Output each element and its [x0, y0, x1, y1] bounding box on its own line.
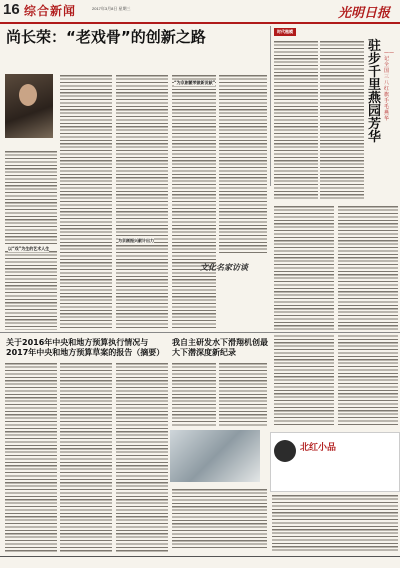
text-column [5, 250, 57, 330]
text-column [274, 205, 334, 425]
science-title: 我自主研发水下滑翔机创最大下潜深度新纪录 [172, 338, 268, 357]
page-footer [0, 556, 400, 568]
text-column [338, 205, 398, 425]
subhead: 为京剧振兴献计出力 [118, 238, 154, 243]
section-title: 综合新闻 [24, 4, 77, 18]
date-line: 2017年3月8日 星期三 [92, 6, 131, 11]
lab-photo [170, 430, 260, 482]
text-column [5, 362, 57, 552]
text-column [172, 488, 267, 550]
sidebar-subline: ——记全国三八红旗手毛燕华 [384, 50, 394, 122]
sidebar-tag: 时代楷模 [274, 28, 296, 36]
portrait-photo [5, 74, 53, 138]
text-column [60, 74, 112, 329]
masthead: 光明日报 [338, 6, 391, 21]
text-column [320, 40, 364, 200]
text-column [116, 74, 168, 329]
text-column [172, 74, 216, 329]
subhead: “为京剧繁荣做新贡献” [174, 80, 216, 85]
text-column [272, 494, 398, 552]
text-column [172, 362, 216, 426]
text-column [5, 150, 57, 245]
section-divider [0, 332, 400, 333]
text-column [60, 362, 112, 552]
subhead: 以“戏”为生的艺术人生 [8, 246, 50, 251]
column-stamp: 文化名家访谈 [200, 262, 248, 272]
ad-title: 北红小品 [300, 443, 337, 453]
text-column [274, 40, 318, 200]
sidebar-headline: 驻步千里 燕园芳华 [368, 39, 382, 145]
ad-logo-icon [274, 440, 296, 462]
page-header [0, 0, 400, 24]
feature-headline: 尚长荣：“老戏骨”的创新之路 [6, 28, 206, 46]
text-column [219, 362, 267, 426]
text-column [219, 74, 267, 254]
text-column [116, 362, 168, 552]
report-title: 关于2016年中央和地方预算执行情况与2017年中央和地方预算草案的报告（摘要） [6, 338, 165, 357]
page-number: 16 [3, 1, 20, 18]
